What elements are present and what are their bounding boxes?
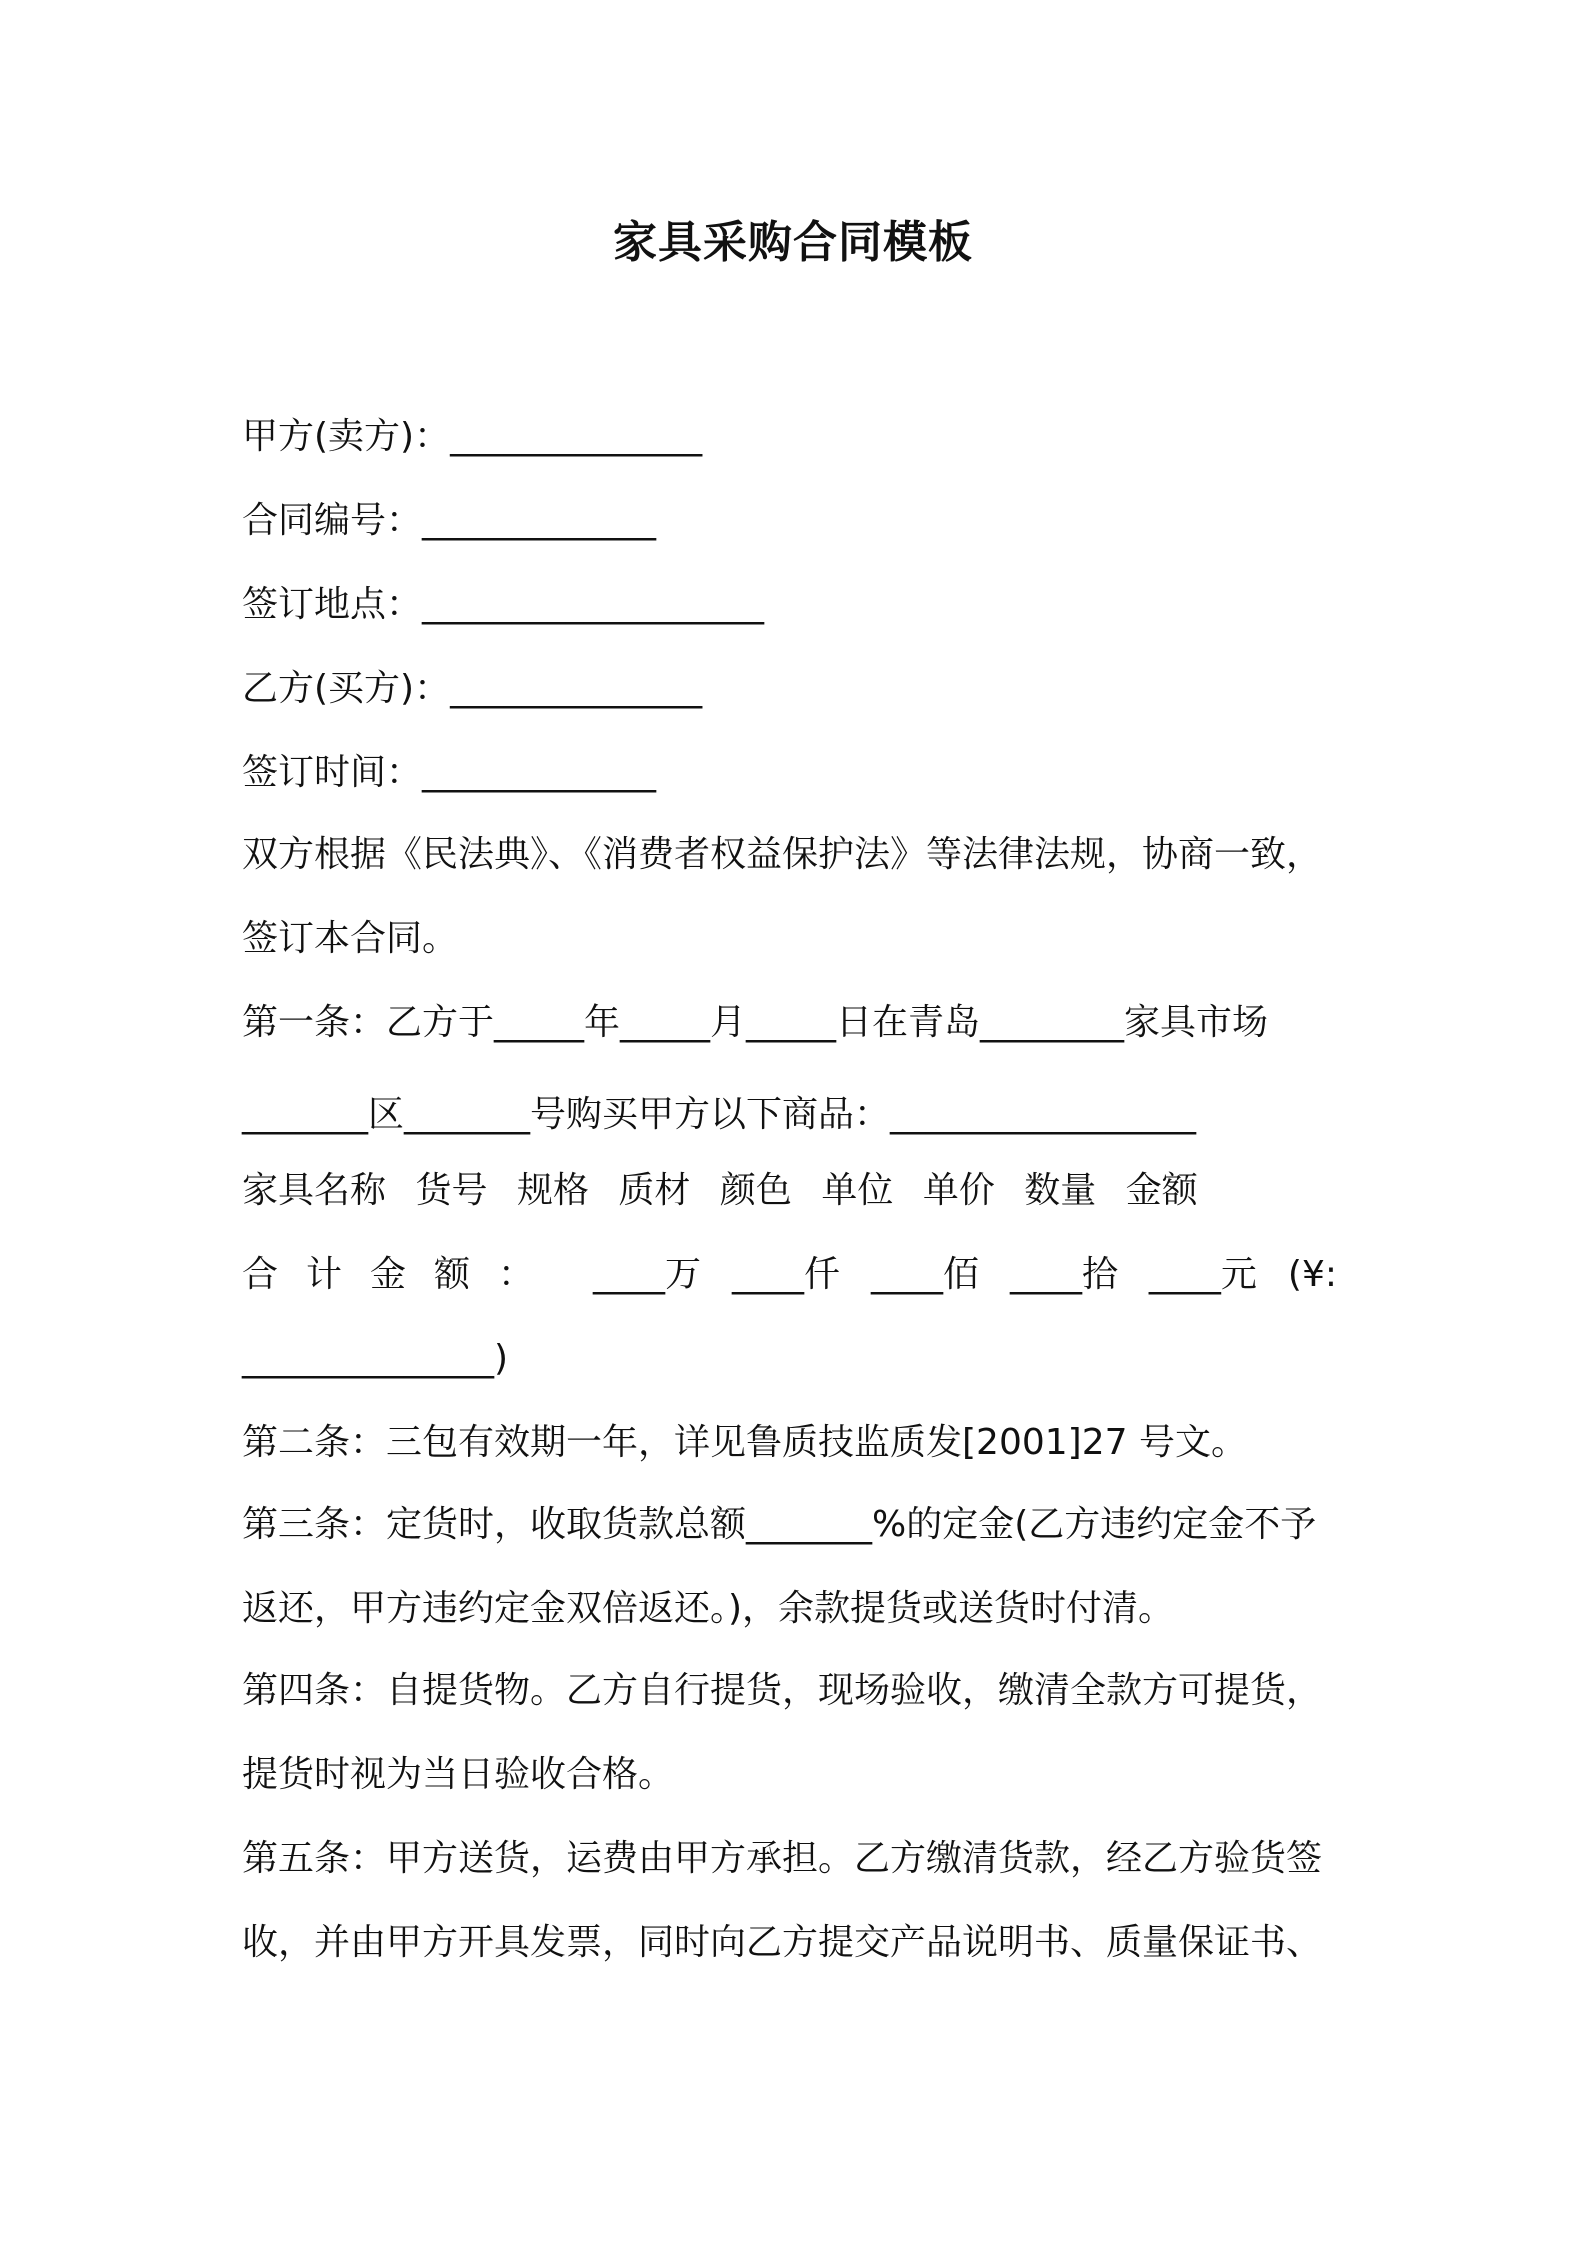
column-material: 质材 bbox=[618, 1170, 691, 1211]
total-wan: ____万 bbox=[592, 1254, 701, 1295]
total-qian: ____仟 bbox=[731, 1254, 840, 1295]
field-contract-number: 合同编号：_____________ bbox=[242, 500, 657, 541]
field-signing-time: 签订时间：_____________ bbox=[242, 752, 657, 793]
article-1-line-2: _______区_______号购买甲方以下商品：_________________ bbox=[242, 1094, 1197, 1135]
total-shi: ____拾 bbox=[1009, 1254, 1118, 1295]
column-amount: 金额 bbox=[1125, 1170, 1198, 1211]
intro-line-1: 双方根据《民法典》、《消费者权益保护法》等法律法规，协商一致， bbox=[242, 834, 1323, 875]
column-unit-price: 单价 bbox=[922, 1170, 995, 1211]
column-quantity: 数量 bbox=[1024, 1170, 1097, 1211]
column-item-number: 货号 bbox=[415, 1170, 488, 1211]
column-color: 颜色 bbox=[719, 1170, 792, 1211]
column-unit: 单位 bbox=[821, 1170, 894, 1211]
total-yuan: ____元 bbox=[1148, 1254, 1257, 1295]
column-furniture-name: 家具名称 bbox=[242, 1170, 387, 1211]
total-yen-amount: ______________) bbox=[242, 1338, 509, 1379]
article-2: 第二条：三包有效期一年，详见鲁质技监质发[2001]27 号文。 bbox=[242, 1422, 1247, 1463]
intro-line-2: 签订本合同。 bbox=[242, 918, 459, 959]
article-5-line-2: 收，并由甲方开具发票，同时向乙方提交产品说明书、质量保证书、 bbox=[242, 1922, 1323, 1963]
article-4-line-2: 提货时视为当日验收合格。 bbox=[242, 1754, 675, 1795]
goods-table-header bbox=[242, 1166, 1362, 1216]
field-signing-place: 签订地点：___________________ bbox=[242, 584, 765, 625]
article-5-line-1: 第五条：甲方送货，运费由甲方承担。乙方缴清货款，经乙方验货签 bbox=[242, 1838, 1323, 1879]
article-1-line-1: 第一条：乙方于_____年_____月_____日在青岛________家具市场 bbox=[242, 1002, 1269, 1043]
article-4-line-1: 第四条：自提货物。乙方自行提货，现场验收，缴清全款方可提货， bbox=[242, 1670, 1323, 1711]
field-party-a: 甲方(卖方)：______________ bbox=[242, 416, 703, 457]
total-amount-row bbox=[242, 1250, 1337, 1300]
field-party-b: 乙方(买方)：______________ bbox=[242, 668, 703, 709]
column-specification: 规格 bbox=[516, 1170, 589, 1211]
total-yen-open: (¥: bbox=[1287, 1254, 1337, 1295]
page-title: 家具采购合同模板 bbox=[613, 217, 973, 268]
article-3-line-1: 第三条：定货时，收取货款总额_______%的定金(乙方违约定金不予 bbox=[242, 1504, 1317, 1545]
article-3-line-2: 返还，甲方违约定金双倍返还。)，余款提货或送货时付清。 bbox=[242, 1588, 1175, 1629]
total-bai: ____佰 bbox=[870, 1254, 979, 1295]
total-label: 合计金额： bbox=[242, 1254, 563, 1295]
